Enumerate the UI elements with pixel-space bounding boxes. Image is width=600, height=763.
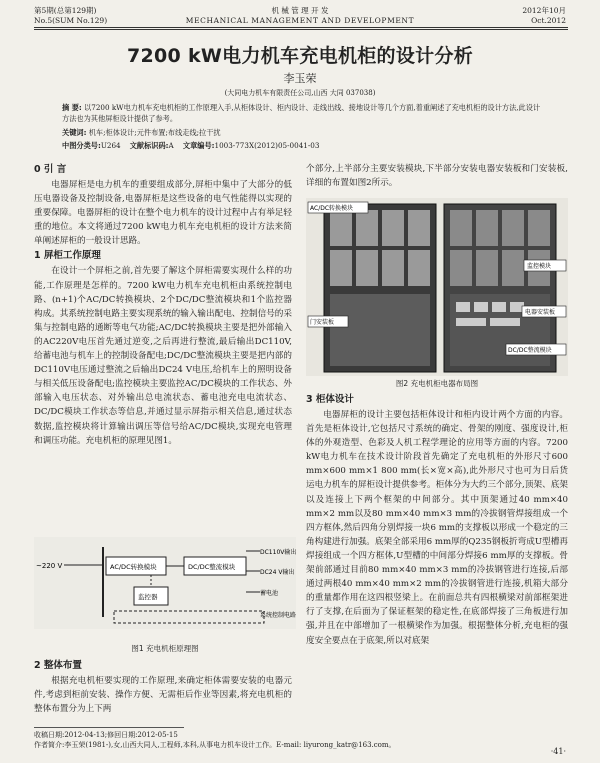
section-0-title: 0 引 言 xyxy=(34,164,67,175)
received-dates: 收稿日期:2012-04-13;修回日期:2012-05-15 xyxy=(34,731,178,739)
figure-2-caption: 图2 充电机柜电器布局图 xyxy=(395,379,479,388)
section-1-paragraph: 在设计一个屏柜之前,首先要了解这个屏柜需要实现什么样的功能,工作原理是怎样的。7200 kW电力机车充电机柜由系统控制电路、(n+1)个AC/DC转换模块、2个DC/DC整流模块和1个监控器构成。其系统控制电路主要实现系统的输入输出配电、控制信号的采集与控制电路的通断等电气功能;AC/DC转换模块主要是把外部输入的AC220V电压首先通过逆变,之后再进行整流,最后输出DC110V,给蓄电池与机车上的控制设备配电;DC/DC整流模块主要是把内部的DC110V电压通过整流之后输出DC24 V电压,给机车上的照明设备与相关低压设备配电;监控模块主要监控AC/DC模块的工作状态、外部输入电压状态、对外输出总电流状态、蓄电池充电电流状态、DC/DC模块工作状态等信息,并通过显示屏指示相关信息,通过状态数据,监控模块将计算输出调压等信号给AC/DC模块,实现充电管理和调压功能。充电机柜的原理见图1。 xyxy=(34,266,292,446)
fig1-sysctrl-label: 系统控制电路 xyxy=(260,612,296,619)
fig1-monitor-label: 监控器 xyxy=(138,593,158,601)
header-rule xyxy=(34,27,568,28)
article-no-value: 1003-773X(2012)05-0041-03 xyxy=(214,141,320,150)
author-bio: 作者简介:李玉荣(1981-),女,山西大同人,工程师,本科,从事电力机车设计工作。E-mail: liyurong_katr@163.com。 xyxy=(34,741,396,749)
author-name: 李玉荣 xyxy=(283,72,317,85)
fig2-door-panel xyxy=(330,294,430,366)
affiliation: (大同电力机车有限责任公司,山西 大同 037038) xyxy=(224,89,376,97)
header-rule-2 xyxy=(34,29,568,30)
section-3-title: 3 柜体设计 xyxy=(306,394,354,405)
keywords-text: 机车;柜体设计;元件布置;布线走线;拉干扰 xyxy=(88,128,221,137)
abstract xyxy=(62,102,542,124)
section-2-title: 2 整体布置 xyxy=(34,660,82,671)
section-3-paragraph: 电器屏柜的设计主要包括柜体设计和柜内设计两个方面的内容。首先是柜体设计,它包括尺寸系统的确定、骨架的刚度、强度设计,柜体的外观造型、色彩及人机工程学理论的应用等方面的内容。7200 kW电力机车在技术设计阶段首先确定了充电机柜的外形尺寸600 mm×600 mm×1 800 mm(长×宽×高),此外形尺寸也可为日后货运电力机车的屏柜设计提供参考。柜体分为大约三个部分,顶架、底架以及连接上下两个框架的中间部分。其中顶架通过40 mm×40 mm×2 mm以及80 mm×40 mm×3 mm的冷拔钢管焊接组成一个四方框体,然后四角分别焊接一块6 mm的支撑板以形成一个稳定的三角构建进行加强。底架全部采用6 mm厚的Q235钢板折弯成U型槽再焊接组成一个四方框体,U型槽的中间部分焊接6 mm厚的支撑板。骨架前部通过目前80 mm×40 mm×3 mm的冷拔钢管进行连接,后部通过两根40 mm×40 mm×2 mm的冷拔钢管进行连接,机箱大部分的重量都作用在这四根竖梁上。在前面总共有四根横梁对前部框架进行了支撑,在后面为了保证框架的稳定性,在底部焊接了三角板进行加强,并且在中部增加了一根横梁作为加强。根据整体分析,充电柜的强度安全要点在于底架,所以对底架 xyxy=(306,410,568,646)
article-title: 7200 kW电力机车充电机柜的设计分析 xyxy=(126,45,474,67)
abstract-label: 摘 要: xyxy=(62,103,82,112)
right-continuation-paragraph: 个部分,上半部分主要安装模块,下半部分安装电器安装板和门安装板,详细的布置如图2所示。 xyxy=(306,164,568,189)
fig2-door-callout: 门安装板 xyxy=(310,319,335,326)
left-column-top xyxy=(34,162,292,448)
classification xyxy=(62,140,542,151)
journal-title-cn: 机 械 管 理 开 发 xyxy=(271,6,329,15)
fig1-dcdc-label: DC/DC整流模块 xyxy=(188,563,236,571)
fig2-monitor-callout: 监控模块 xyxy=(527,263,552,270)
fig2-dcdc-callout: DC/DC整流模块 xyxy=(508,347,552,354)
figure-1-caption: 图1 充电机柜原理图 xyxy=(131,644,199,653)
fig1-battery-label: 蓄电池 xyxy=(260,590,279,597)
keywords xyxy=(62,127,542,138)
section-1-title: 1 屏柜工作原理 xyxy=(34,250,101,262)
page-number: ·41· xyxy=(550,747,566,756)
left-column-bottom xyxy=(34,658,292,716)
section-0-paragraph: 电器屏柜是电力机车的重要组成部分,屏柜中集中了大部分的低压电器设备及控制设备,电器屏柜是这些设备的电气性能得以实现的重要保障。电器屏柜的设计在整个电力机车的设计过程中占有举足轻重的地位。本文将通过7200 kW电力机车充电机柜的设计方法来简单阐述屏柜的一般设计思路。 xyxy=(34,180,292,247)
fig2-elec-callout: 电器安装板 xyxy=(525,309,556,316)
article-no-label: 文章编号: xyxy=(182,141,215,150)
issue-cn: 第5期(总第129期) xyxy=(34,6,97,15)
abstract-text: 以7200 kW电力机车充电机柜的工作原理入手,从柜体设计、柜内设计、走线出线、接地设计等几个方面,着重阐述了充电机柜的设计方法,此设计方法也为其他屏柜设计提供了参考。 xyxy=(62,103,541,123)
figure-2-layout-photo xyxy=(306,198,568,376)
fig1-out24-label: DC24 V输出 xyxy=(260,569,295,576)
doc-code-value: A xyxy=(168,141,174,150)
keywords-label: 关键词: xyxy=(62,128,87,137)
figure-1-schematic xyxy=(34,537,296,629)
footnote-rule xyxy=(34,727,184,728)
clc-label: 中图分类号: xyxy=(62,141,101,150)
date-cn: 2012年10月 xyxy=(522,6,566,15)
fig1-bus-bar xyxy=(102,547,104,617)
fig1-out110-label: DC110V输出 xyxy=(260,549,296,556)
fig1-acdc-label: AC/DC转换模块 xyxy=(110,563,157,571)
right-column-bottom xyxy=(306,392,568,648)
right-column-top xyxy=(306,162,568,190)
journal-title-en: MECHANICAL MANAGEMENT AND DEVELOPMENT xyxy=(185,16,415,25)
fig1-input-label: ~220 V xyxy=(36,562,63,570)
clc-value: U264 xyxy=(100,141,121,150)
issue-en: No.5(SUM No.129) xyxy=(34,16,108,25)
doc-code-label: 文献标识码: xyxy=(129,141,169,150)
section-2-paragraph: 根据充电机柜要实现的工作原理,来确定柜体需要安装的电器元件,考虑到柜前安装、操作方便、无需柜后作业等因素,将充电机柜的整体布置分为上下两 xyxy=(34,676,292,715)
date-en: Oct.2012 xyxy=(531,16,566,25)
fig2-acdc-callout: AC/DC转换模块 xyxy=(310,205,354,212)
